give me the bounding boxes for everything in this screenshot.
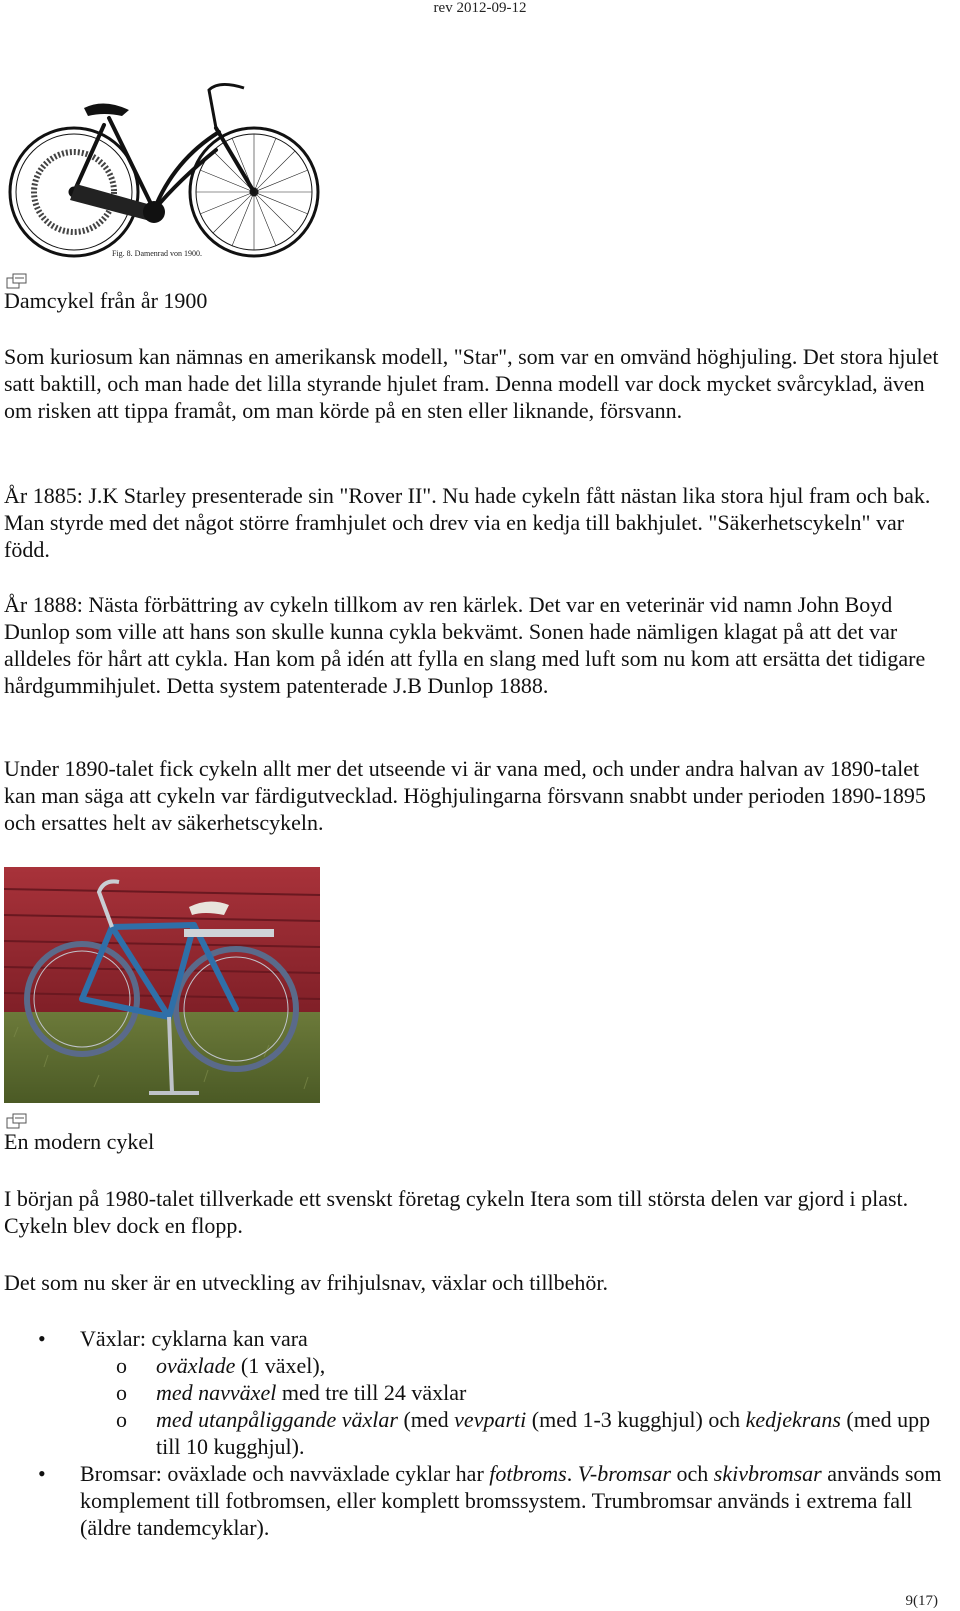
modern-bicycle-photo bbox=[4, 867, 320, 1103]
bullet-glyph: • bbox=[38, 1326, 46, 1351]
sub-item-single-speed bbox=[0, 1352, 950, 1379]
list-item-text: . bbox=[566, 1461, 578, 1486]
list-item-brakes bbox=[0, 1460, 950, 1541]
paragraph-dunlop-1888: År 1888: Nästa förbättring av cykeln tillkom av ren kärlek. Det var en veterinär vid namn John Boyd Dunlop som ville att hans son skulle kunna cykla bekvämt. Sonen hade nämligen klagat på att det var alldeles för hårt att cykla. Han kom på idén att fylla en slang med luft som nu kom att ersätta det tidigare hårdgummihjulet. Detta system patenterade J.B Dunlop 1888. bbox=[4, 592, 926, 698]
sub-item-emphasis: oväxlade bbox=[156, 1353, 236, 1378]
sub-item-emphasis: vevparti bbox=[454, 1407, 527, 1432]
figure1-label: Fig. 8. Damenrad von 1900. bbox=[112, 249, 202, 258]
paragraph-development: Det som nu sker är en utveckling av frihjulsnav, växlar och tillbehör. bbox=[4, 1270, 609, 1295]
paragraph-itera-1980s: I början på 1980-talet tillverkade ett svenskt företag cykeln Itera som till största delen var gjord i plast. Cykeln blev dock en flopp. bbox=[4, 1186, 909, 1238]
paragraph-rover-1885: År 1885: J.K Starley presenterade sin "Rover II". Nu hade cykeln fått nästan lika stora hjul fram och bak. Man styrde med det något större framhjulet och drev via en kedja till bakhjulet. "Säkerhetscykeln" var född. bbox=[4, 483, 931, 562]
sub-bullet-glyph: o bbox=[116, 1380, 127, 1405]
sub-item-emphasis: kedjekrans bbox=[745, 1407, 841, 1432]
list-item-text: och bbox=[671, 1461, 714, 1486]
sub-bullet-glyph: o bbox=[116, 1407, 127, 1432]
sub-item-derailleur bbox=[0, 1406, 950, 1460]
figure2-caption: En modern cykel bbox=[4, 1129, 155, 1154]
list-item-text: används som komplement till fotbromsen, eller komplett bromssystem. Trumbromsar används i extrema fall (äldre tandemcyklar). bbox=[80, 1461, 942, 1540]
sub-item-emphasis: med utanpåliggande växlar bbox=[156, 1407, 398, 1432]
sub-item-text: (med 1-3 kugghjul) och bbox=[526, 1407, 746, 1432]
bullet-list bbox=[0, 1325, 950, 1541]
list-item-emphasis: V-bromsar bbox=[577, 1461, 672, 1486]
sub-item-text: (med bbox=[397, 1407, 455, 1432]
list-item-gears bbox=[0, 1325, 950, 1352]
paragraph-1890s: Under 1890-talet fick cykeln allt mer det utseende vi är vana med, och under andra halvan av 1890-talet kan man säga att cykeln var färdigutvecklad. Höghjulingarna försvann snabbt under perioden 1890-1895 och ersattes helt av säkerhetscykeln. bbox=[4, 756, 926, 835]
bullet-glyph: • bbox=[38, 1461, 46, 1486]
figure1-caption: Damcykel från år 1900 bbox=[4, 288, 208, 313]
paragraph-star-bicycle: Som kuriosum kan nämnas en amerikansk modell, "Star", som var en omvänd höghjuling. Det stora hjulet satt baktill, och man hade det lilla styrande hjulet fram. Denna modell var dock mycket svårcyklad, även om risken att tippa framåt, om man körde på en sten eller liknande, försvann. bbox=[4, 344, 939, 423]
list-item-emphasis: skivbromsar bbox=[713, 1461, 822, 1486]
page-number: 9(17) bbox=[905, 1593, 938, 1609]
sub-bullet-glyph: o bbox=[116, 1353, 127, 1378]
image-frame-icon bbox=[6, 1113, 28, 1129]
sub-item-text: (1 växel), bbox=[235, 1353, 326, 1378]
list-item-label: Växlar: cyklarna kan vara bbox=[80, 1326, 308, 1351]
sub-item-emphasis: med navväxel bbox=[156, 1380, 277, 1405]
sub-item-text: med tre till 24 växlar bbox=[276, 1380, 467, 1405]
list-item-text: Bromsar: oväxlade och navväxlade cyklar har bbox=[80, 1461, 490, 1486]
sub-item-hub-gear bbox=[0, 1379, 950, 1406]
list-item-emphasis: fotbroms bbox=[489, 1461, 567, 1486]
page-header: rev 2012-09-12 bbox=[433, 0, 527, 16]
ladies-bicycle-1900-drawing bbox=[4, 70, 322, 263]
sub-item-text: (med upp till 10 kugghjul). bbox=[156, 1407, 931, 1459]
